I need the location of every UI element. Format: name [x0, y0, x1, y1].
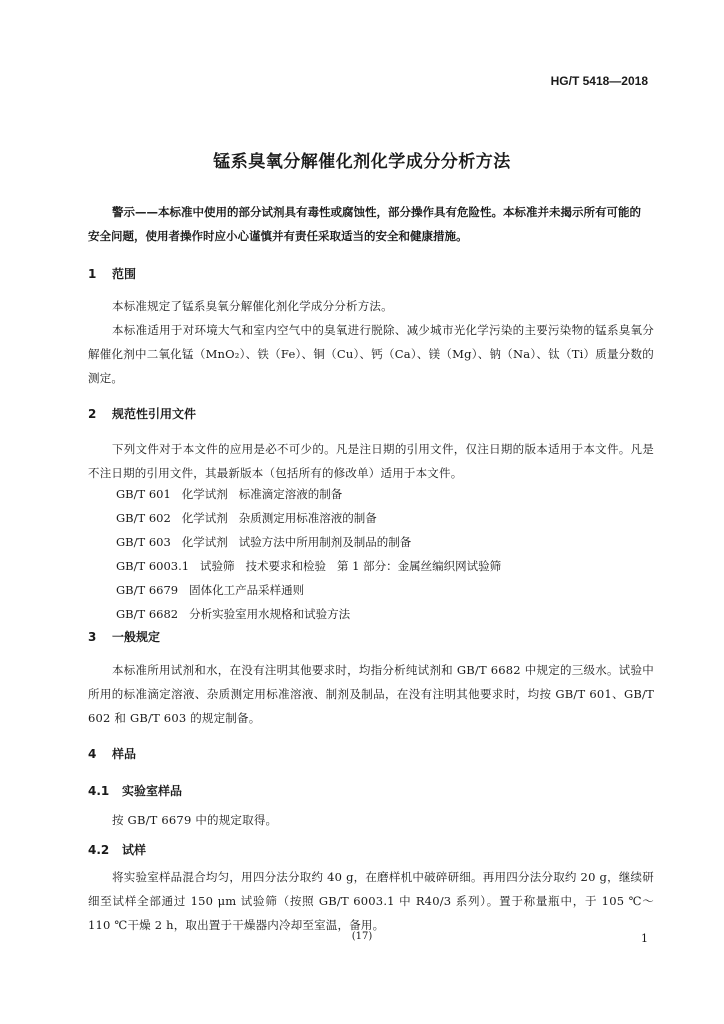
section-number: 2 — [88, 407, 97, 421]
section-3-paragraph: 本标准所用试剂和水，在没有注明其他要求时，均指分析纯试剂和 GB/T 6682 中规定的三级水。试验中所用的标准滴定溶液、杂质测定用标准溶液、制剂及制品，在没有注明其他要求时，均按 GB/T 601、GB/T 602 和 GB/T 603 的规定制备。 — [88, 663, 654, 725]
section-title: 一般规定 — [112, 630, 161, 644]
document-title: 锰系臭氧分解催化剂化学成分分析方法 — [213, 152, 511, 172]
section-1-paragraph-2: 本标准适用于对环境大气和室内空气中的臭氧进行脱除、减少城市光化学污染的主要污染物的锰系臭氧分解催化剂中二氧化锰（MnO₂）、铁（Fe）、铜（Cu）、钙（Ca）、镁（Mg）、钠（Na）、钛（Ti）质量分数的测定。 — [88, 323, 654, 385]
section-title: 实验室样品 — [122, 784, 183, 798]
section-2-intro: 下列文件对于本文件的应用是必不可少的。凡是注日期的引用文件，仅注日期的版本适用于本文件。凡是不注日期的引用文件，其最新版本（包括所有的修改单）适用于本文件。 — [88, 442, 654, 480]
safety-warning: 警示——本标准中使用的部分试剂具有毒性或腐蚀性，部分操作具有危险性。本标准并未揭示所有可能的安全问题，使用者操作时应小心谨慎并有责任采取适当的安全和健康措施。 — [88, 205, 641, 243]
standard-number: HG/T 5418—2018 — [550, 74, 648, 88]
reference-item: GB/T 603 化学试剂 试验方法中所用制剂及制品的制备 — [116, 535, 412, 549]
reference-item: GB/T 6682 分析实验室用水规格和试验方法 — [116, 607, 351, 621]
reference-item: GB/T 601 化学试剂 标准滴定溶液的制备 — [116, 487, 343, 501]
section-number: 4 — [88, 747, 97, 761]
section-number: 4.2 — [88, 843, 110, 857]
section-number: 3 — [88, 630, 97, 644]
section-title: 样品 — [112, 747, 137, 761]
reference-item: GB/T 602 化学试剂 杂质测定用标准溶液的制备 — [116, 511, 377, 525]
reference-item: GB/T 6679 固体化工产品采样通则 — [116, 583, 305, 597]
section-number: 1 — [88, 267, 97, 281]
section-1-paragraph-1: 本标准规定了锰系臭氧分解催化剂化学成分分析方法。 — [112, 299, 393, 313]
section-title: 范围 — [112, 267, 137, 281]
page-number-parenthesized: (17) — [351, 931, 373, 942]
section-3-heading — [88, 628, 160, 645]
section-4-heading — [88, 745, 136, 762]
section-2-heading — [88, 405, 196, 422]
section-number: 4.1 — [88, 784, 110, 798]
section-4-1-heading — [88, 782, 182, 799]
page-number: 1 — [641, 932, 648, 945]
section-title: 试样 — [122, 843, 147, 857]
section-4-2-heading — [88, 841, 146, 858]
section-1-heading — [88, 265, 136, 282]
section-title: 规范性引用文件 — [112, 407, 197, 421]
section-4-1-paragraph: 按 GB/T 6679 中的规定取得。 — [112, 813, 278, 827]
reference-item: GB/T 6003.1 试验筛 技术要求和检验 第 1 部分：金属丝编织网试验筛 — [116, 559, 502, 573]
section-4-2-paragraph: 将实验室样品混合均匀，用四分法分取约 40 g，在磨样机中破碎研细。再用四分法分取约 20 g，继续研细至试样全部通过 150 μm 试验筛（按照 GB/T 6003.1 中 R40/3 系列）。置于称量瓶中，于 105 ℃～110 ℃干燥 2 h，取出置于干燥器内冷却至室温，备用。 — [88, 870, 654, 932]
